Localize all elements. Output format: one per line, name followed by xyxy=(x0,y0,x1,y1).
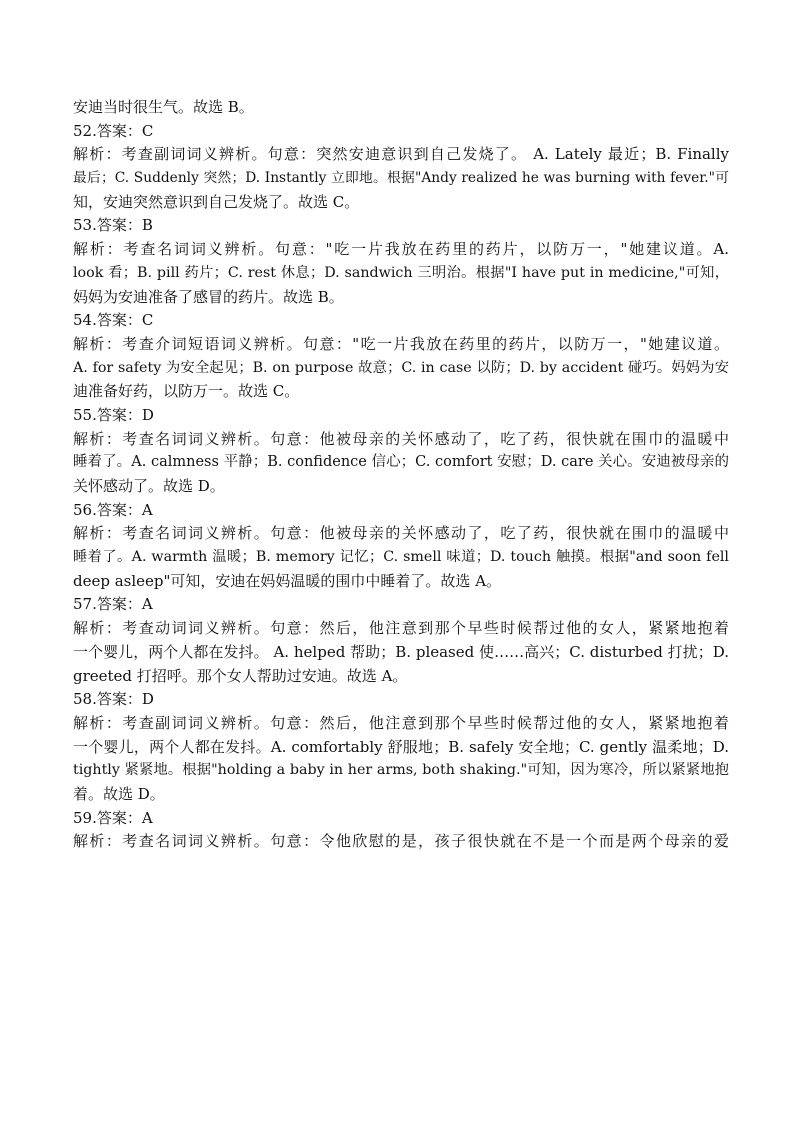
text-line: 解析：考查副词词义辨析。句意：突然安迪意识到自己发烧了。 A. Lately 最近；B. Finally xyxy=(73,145,729,164)
answer-heading: 53.答案：B xyxy=(73,216,153,235)
text-line: look 看；B. pill 药片；C. rest 休息；D. sandwich 三明治。根据"I have put in medicine,"可知， xyxy=(73,264,729,281)
text-line: 一个婴儿，两个人都在发抖。 A. helped 帮助；B. pleased 使……高兴；C. disturbed 打扰；D. xyxy=(73,642,729,661)
text-line: greeted 打招呼。那个女人帮助过安迪。故选 A。 xyxy=(73,666,408,685)
text-line: 迪准备好药，以防万一。故选 C。 xyxy=(73,382,300,401)
text-line: 解析：考查动词词义辨析。句意：然后，他注意到那个早些时候帮过他的女人，紧紧地抱着 xyxy=(73,619,729,638)
answer-heading: 59.答案：A xyxy=(73,808,153,827)
document-page xyxy=(73,96,729,854)
answer-heading: 52.答案：C xyxy=(73,121,154,140)
text-line: 解析：考查名词词义辨析。句意：他被母亲的关怀感动了，吃了药，很快就在围巾的温暖中 xyxy=(73,429,729,448)
text-line: tightly 紧紧地。根据"holding a baby in her arms, both shaking."可知，因为寒冷，所以紧紧地抱 xyxy=(73,762,729,779)
answer-heading: 57.答案：A xyxy=(73,595,153,614)
text-line: 解析：考查名词词义辨析。句意："吃一片我放在药里的药片，以防万一，"她建议道。A. xyxy=(73,240,729,259)
text-line: 安迪当时很生气。故选 B。 xyxy=(73,98,254,116)
answer-heading: 56.答案：A xyxy=(73,500,153,519)
text-line: 解析：考查名词词义辨析。句意：令他欣慰的是，孩子很快就在不是一个而是两个母亲的爱 xyxy=(73,832,729,851)
text-line: 关怀感动了。故选 D。 xyxy=(73,477,225,495)
text-line: 解析：考查副词词义辨析。句意：然后，他注意到那个早些时候帮过他的女人，紧紧地抱着 xyxy=(73,713,729,732)
text-line: 着。故选 D。 xyxy=(73,784,165,803)
answer-heading: 54.答案：C xyxy=(73,311,154,330)
text-line: deep asleep"可知，安迪在妈妈温暖的围巾中睡着了。故选 A。 xyxy=(73,571,502,590)
text-line: 最后；C. Suddenly 突然；D. Instantly 立即地。根据"Andy realized he was burning with fever."可 xyxy=(73,170,729,187)
text-line: 妈妈为安迪准备了感冒的药片。故选 B。 xyxy=(73,287,344,306)
text-line: 睡着了。A. warmth 温暖；B. memory 记忆；C. smell 味道；D. touch 触摸。根据"and soon fell xyxy=(73,549,729,566)
text-line: 解析：考查介词短语词义辨析。句意："吃一片我放在药里的药片，以防万一，"她建议道。 xyxy=(73,334,729,353)
answer-heading: 55.答案：D xyxy=(73,405,154,424)
text-line: A. for safety 为安全起见；B. on purpose 故意；C. in case 以防；D. by accident 碰巧。妈妈为安 xyxy=(73,359,729,376)
answer-heading: 58.答案：D xyxy=(73,690,154,709)
text-line: 睡着了。A. calmness 平静；B. confidence 信心；C. comfort 安慰；D. care 关心。安迪被母亲的 xyxy=(73,454,729,471)
text-line: 知，安迪突然意识到自己发烧了。故选 C。 xyxy=(73,192,360,211)
text-line: 解析：考查名词词义辨析。句意：他被母亲的关怀感动了，吃了药，很快就在围巾的温暖中 xyxy=(73,524,729,543)
text-line: 一个婴儿，两个人都在发抖。A. comfortably 舒服地；B. safely 安全地；C. gently 温柔地；D. xyxy=(73,737,729,756)
